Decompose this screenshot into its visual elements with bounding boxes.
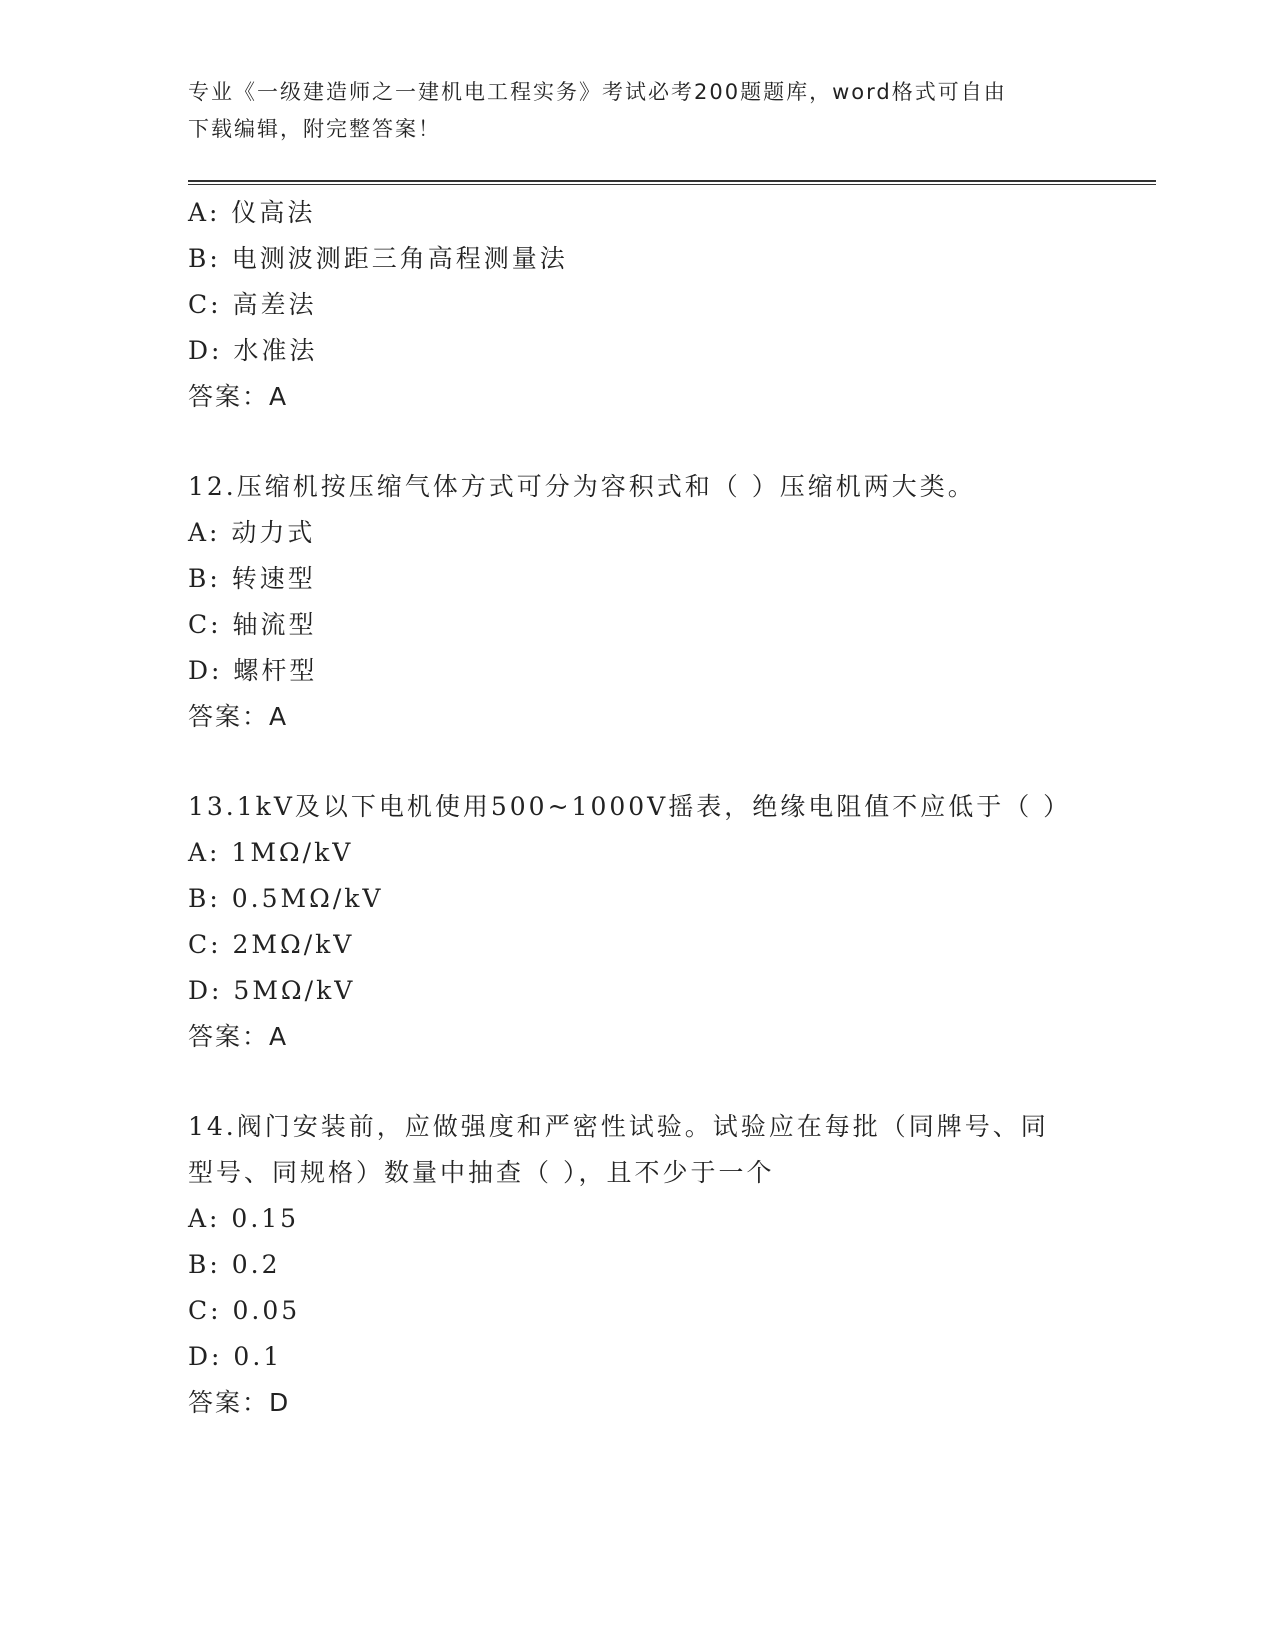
question-stem: 12.压缩机按压缩气体方式可分为容积式和（ ）压缩机两大类。 xyxy=(188,472,976,501)
header-divider-thick xyxy=(188,180,1156,182)
question-gap xyxy=(188,740,1148,784)
header-line-1: 专业《一级建造师之一建机电工程实务》考试必考200题题库，word格式可自由 xyxy=(188,80,1007,104)
option-b: B: 0.2 xyxy=(188,1250,281,1279)
question-11 xyxy=(188,190,1148,420)
option-c: C: 高差法 xyxy=(188,290,317,319)
option-c: C: 轴流型 xyxy=(188,610,317,639)
question-gap xyxy=(188,420,1148,464)
answer: 答案：D xyxy=(188,1388,291,1417)
option-b: B: 转速型 xyxy=(188,564,316,593)
question-stem: 13.1kV及以下电机使用500~1000V摇表，绝缘电阻值不应低于（ ） xyxy=(188,792,1072,821)
question-stem-line-2: 型号、同规格）数量中抽查（ ），且不少于一个 xyxy=(188,1158,775,1187)
question-13 xyxy=(188,784,1148,1060)
question-12 xyxy=(188,464,1148,740)
option-d: D: 水准法 xyxy=(188,336,318,365)
option-d: D: 螺杆型 xyxy=(188,656,318,685)
option-a: A: 仪高法 xyxy=(188,198,316,227)
question-gap xyxy=(188,1060,1148,1104)
option-b: B: 0.5MΩ/kV xyxy=(188,884,384,913)
option-d: D: 0.1 xyxy=(188,1342,283,1371)
answer: 答案：A xyxy=(188,382,289,411)
document-header xyxy=(188,74,1068,148)
option-a: A: 动力式 xyxy=(188,518,316,547)
question-14 xyxy=(188,1104,1148,1426)
option-d: D: 5MΩ/kV xyxy=(188,976,356,1005)
question-stem-line-1: 14.阀门安装前，应做强度和严密性试验。试验应在每批（同牌号、同 xyxy=(188,1112,1049,1141)
question-list xyxy=(188,190,1148,1426)
option-c: C: 0.05 xyxy=(188,1296,301,1325)
answer: 答案：A xyxy=(188,1022,289,1051)
option-b: B: 电测波测距三角高程测量法 xyxy=(188,244,568,273)
header-line-2: 下载编辑，附完整答案！ xyxy=(188,117,441,141)
answer: 答案：A xyxy=(188,702,289,731)
option-a: A: 0.15 xyxy=(188,1204,300,1233)
option-c: C: 2MΩ/kV xyxy=(188,930,355,959)
option-a: A: 1MΩ/kV xyxy=(188,838,354,867)
header-divider-thin xyxy=(188,184,1156,185)
